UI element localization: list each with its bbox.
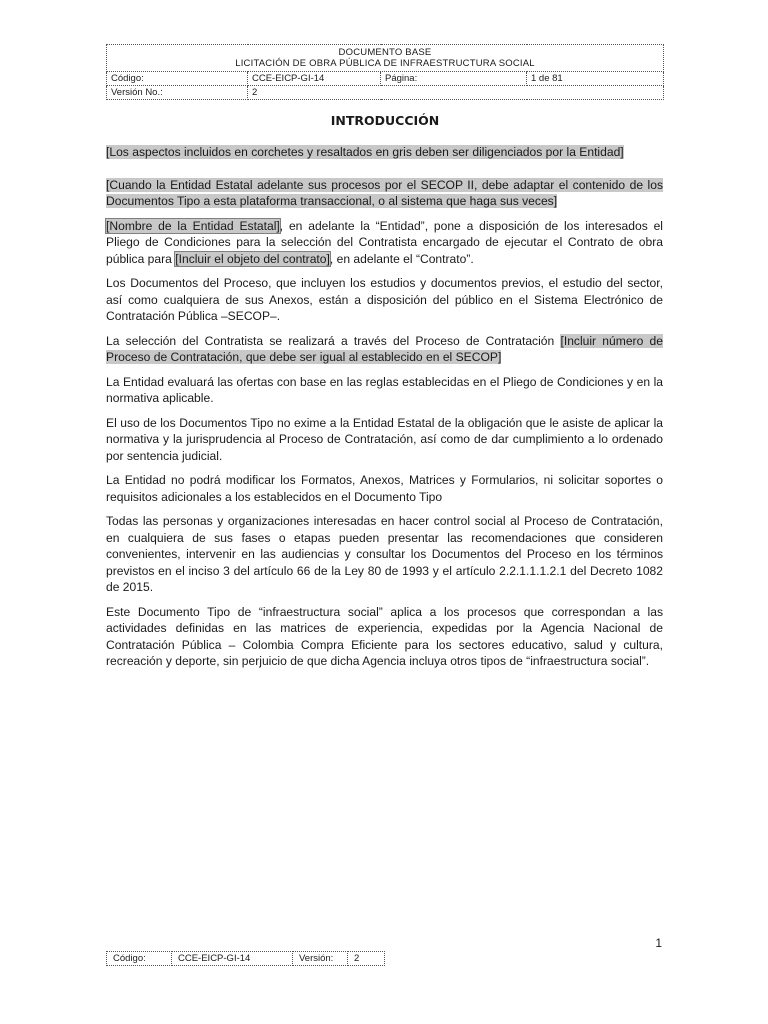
footer-version-label: Versión:	[293, 952, 348, 966]
highlight-field: [Nombre de la Entidad Estatal]	[106, 218, 280, 233]
footer-code-value: CCE-EICP-GI-14	[172, 952, 293, 966]
footer-version-value: 2	[348, 952, 385, 966]
paragraph-4: Los Documentos del Proceso, que incluyen los estudios y documentos previos, el estudio del sector, así como cualquiera de sus Anexos, están a disposición del público en el Sistema Electrónico de Contratación Pública –SECOP–.	[106, 276, 663, 323]
header-code-value: CCE-EICP-GI-14	[248, 72, 381, 86]
paragraph-2	[106, 177, 663, 210]
page-number: 1	[655, 936, 662, 950]
header-title-cell	[107, 45, 664, 72]
header-line-1: DOCUMENTO BASE	[338, 47, 432, 58]
section-title: INTRODUCCIÓN	[330, 113, 440, 128]
highlight-field: [Incluir el objeto del contrato]	[175, 251, 330, 266]
paragraph-10: Este Documento Tipo de “infraestructura social” aplica a los procesos que correspondan a las actividades definidas en las matrices de experiencia, expedidas por la Agencia Nacional de Contratación Pública – Colombia Compra Eficiente para los sectores educativo, salud y cultura, recreación y deporte, sin perjuicio de que dicha Agencia incluya otros tipos de “infraestructura social”.	[106, 604, 663, 668]
footer-table	[106, 951, 385, 966]
paragraph-6: La Entidad evaluará las ofertas con base en las reglas establecidas en el Pliego de Condiciones y en la normativa aplicable.	[106, 374, 663, 405]
paragraph-5	[106, 333, 663, 366]
paragraph-7: El uso de los Documentos Tipo no exime a la Entidad Estatal de la obligación que le asiste de aplicar la normativa y la jurisprudencia al Proceso de Contratación, así como de dar cumplimiento a lo ordenado por sentencia judicial.	[106, 415, 663, 463]
highlight-text: [Incluir número de Proceso de Contratación, que debe ser igual al establecido en el SECOP]	[106, 333, 663, 364]
highlight-text: [Cuando la Entidad Estatal adelante sus procesos por el SECOP II, debe adaptar el contenido de los Documentos Tipo a esta plataforma transaccional, o al sistema que haga sus veces]	[106, 177, 663, 208]
paragraph-text: La selección del Contratista se realizará a través del Proceso de Contratación	[106, 333, 561, 348]
paragraph-9: Todas las personas y organizaciones interesadas en hacer control social al Proceso de Contratación, en cualquiera de sus fases o etapas pueden presentar las recomendaciones que consideren convenientes, intervenir en las audiencias y consultar los Documentos del Proceso en los términos previstos en el inciso 3 del artículo 66 de la Ley 80 de 1993 y el artículo 2.2.1.1.1.2.1 del Decreto 1082 de 2015.	[106, 514, 663, 594]
header-page-value: 1 de 81	[527, 72, 664, 86]
paragraph-text: , en adelante la “Entidad”, pone a disposición de los interesados el Pliego de Condiciones para la selección del Contratista encargado de ejecutar el Contrato de obra pública para	[106, 218, 663, 266]
header-line-2: LICITACIÓN DE OBRA PÚBLICA DE INFRAESTRUCTURA SOCIAL	[235, 58, 535, 69]
header-version-label: Versión No.:	[107, 86, 248, 100]
footer-code-label: Código:	[107, 952, 172, 966]
header-table	[106, 44, 664, 100]
header-page-label: Página:	[381, 72, 527, 86]
paragraph-text: , en adelante el “Contrato”.	[329, 251, 474, 266]
header-version-value: 2	[248, 86, 664, 100]
highlight-text: [Los aspectos incluidos en corchetes y resaltados en gris deben ser diligenciados por la Entidad]	[106, 145, 624, 159]
paragraph-3	[106, 218, 663, 268]
paragraph-1	[106, 144, 663, 161]
paragraph-8: La Entidad no podrá modificar los Formatos, Anexos, Matrices y Formularios, ni solicitar soportes o requisitos adicionales a los establecidos en el Documento Tipo	[106, 473, 663, 504]
document-body	[106, 144, 663, 678]
header-code-label: Código:	[107, 72, 248, 86]
